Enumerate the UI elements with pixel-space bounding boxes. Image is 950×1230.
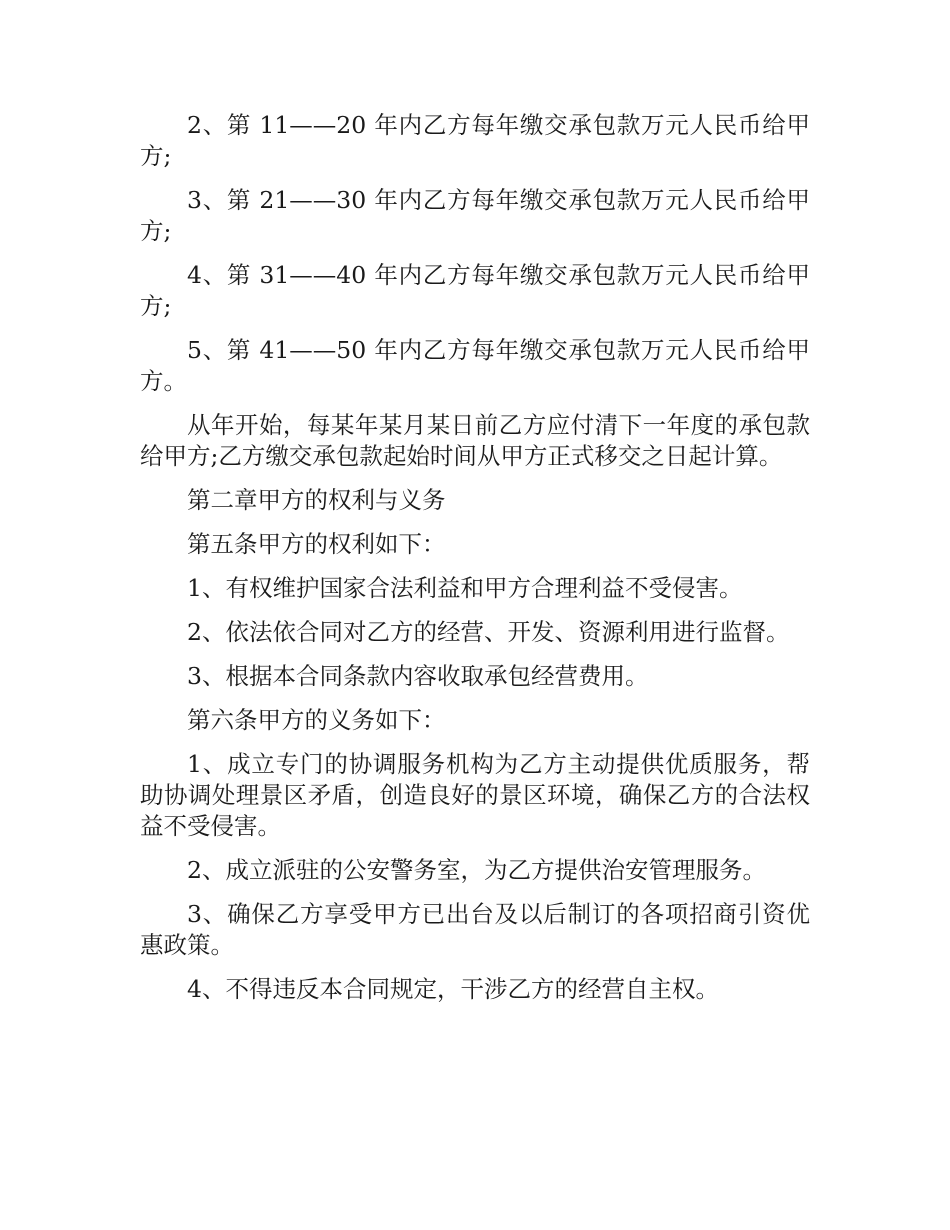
paragraph-fee-years-21-30: 3、第 21——30 年内乙方每年缴交承包款万元人民币给甲方;	[140, 186, 810, 245]
paragraph-fee-years-11-20: 2、第 11——20 年内乙方每年缴交承包款万元人民币给甲方;	[140, 111, 810, 170]
document-body	[140, 110, 810, 1018]
article-five-heading: 第五条甲方的权利如下：	[187, 530, 446, 558]
obligation-item-2: 2、成立派驻的公安警务室，为乙方提供治安管理服务。	[187, 856, 766, 884]
paragraph-fee-years-41-50: 5、第 41——50 年内乙方每年缴交承包款万元人民币给甲方。	[140, 336, 810, 395]
obligation-item-3: 3、确保乙方享受甲方已出台及以后制订的各项招商引资优惠政策。	[140, 900, 810, 959]
paragraph-fee-years-31-40: 4、第 31——40 年内乙方每年缴交承包款万元人民币给甲方;	[140, 261, 810, 320]
right-item-3: 3、根据本合同条款内容收取承包经营费用。	[187, 662, 649, 690]
right-item-1: 1、有权维护国家合法利益和甲方合理利益不受侵害。	[187, 574, 743, 602]
right-item-2: 2、依法依合同对乙方的经营、开发、资源利用进行监督。	[187, 618, 790, 646]
obligation-item-4: 4、不得违反本合同规定，干涉乙方的经营自主权。	[187, 975, 719, 1003]
article-six-heading: 第六条甲方的义务如下：	[187, 706, 446, 734]
chapter-heading: 第二章甲方的权利与义务	[187, 486, 446, 514]
obligation-item-1: 1、成立专门的协调服务机构为乙方主动提供优质服务，帮助协调处理景区矛盾，创造良好的景区环境，确保乙方的合法权益不受侵害。	[140, 750, 810, 840]
paragraph-payment-schedule: 从年开始，每某年某月某日前乙方应付清下一年度的承包款给甲方;乙方缴交承包款起始时间从甲方正式移交之日起计算。	[140, 411, 810, 470]
